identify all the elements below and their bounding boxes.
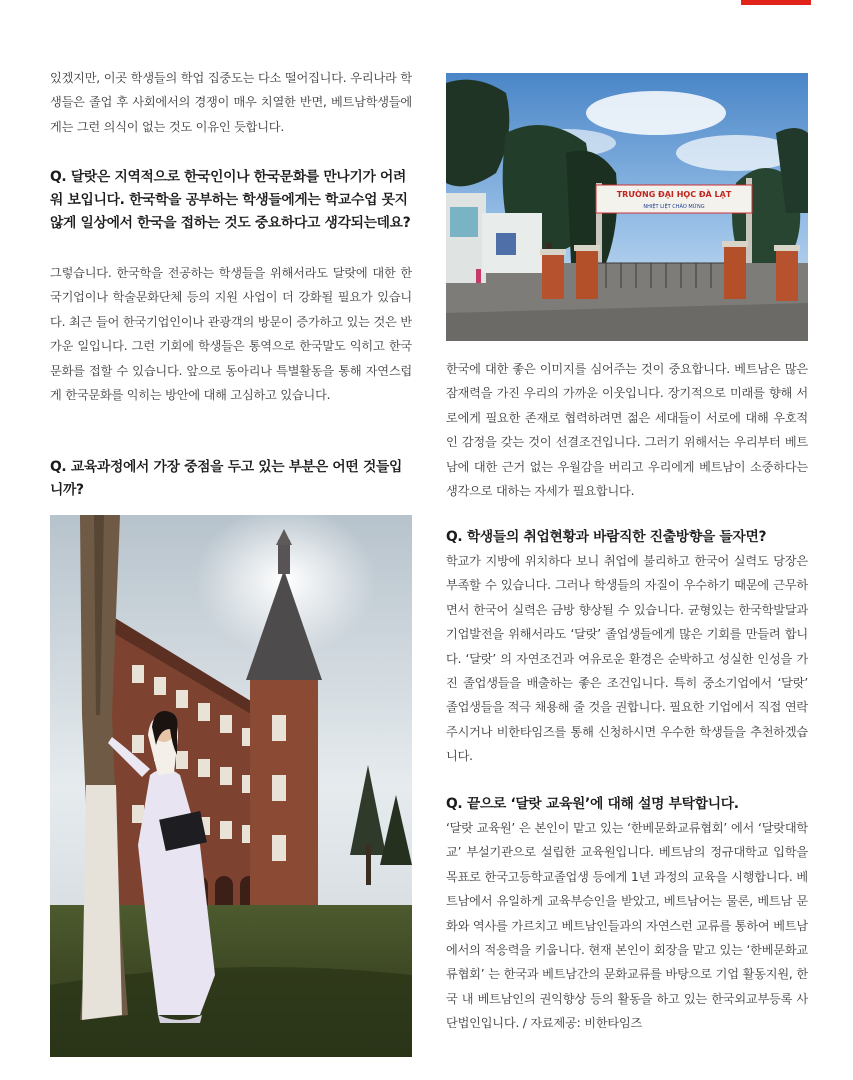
answer-dalat-institute: ‘달랏 교육원’ 은 본인이 맡고 있는 ‘한베문화교류협회’ 에서 ‘달랏대학교’ 부설기관으로 설립한 교육원입니다. 베트남의 정규대학교 입학을 목표로 한국고등학교졸업생 등에게 1년 과정의 교육을 시행합니다. 베트남에서 유일하게 교육부승인을 받았고, 베트남어는 물론, 베트남 문화와 역사를 가르치고 베트남인들과의 자연스런 교류를 통하여 베트남에서의 적응력을 키웁니다. 현재 본인이 회장을 맡고 있는 ‘한베문화교류협회’ 는 한국과 베트남간의 문화교류를 바탕으로 기업 활동지원, 한국 내 베트남인의 권익향상 등의 활동을 하고 있는 한국외교부등록 사단법인입니다. / 자료제공: 비한타임즈 xyxy=(446,821,808,1031)
intro-paragraph: 있겠지만, 이곳 학생들의 학업 집중도는 다소 떨어집니다. 우리나라 학생들은 졸업 후 사회에서의 경쟁이 매우 치열한 반면, 베트남학생들에게는 그런 의식이 없는 것도 이유인 듯합니다. xyxy=(50,71,412,134)
student-ao-dai-photo xyxy=(50,515,412,1057)
question-dalat-institute: Q. 끝으로 ‘달랏 교육원’에 대해 설명 부탁합니다. xyxy=(446,796,739,812)
answer-employment: 학교가 지방에 위치하다 보니 취업에 불리하고 한국어 실력도 당장은 부족할 수 있습니다. 그러나 학생들의 자질이 우수하기 때문에 근무하면서 한국어 실력은 금방 향상될 수 있습니다. 균형있는 한국학발달과 기업발전을 위해서라도 ‘달랏’ 졸업생들에게 많은 기회를 만들려 합니다. ‘달랏’ 의 자연조건과 여유로운 환경은 순박하고 성실한 인성을 가진 졸업생들을 배출하는 좋은 조건입니다. 특히 중소기업에서 ‘달랏’ 졸업생들을 적극 채용해 줄 것을 권합니다. 필요한 기업에서 직접 연락 주시거나 비한타임즈를 통해 신청하시면 우수한 학생들을 추천하겠습니다. xyxy=(446,554,808,764)
answer-dalat-korean-culture: 그렇습니다. 한국학을 전공하는 학생들을 위해서라도 달랏에 대한 한국기업이나 학술문화단체 등의 지원 사업이 더 강화될 필요가 있습니다. 최근 들어 한국기업인이나 관광객의 방문이 증가하고 있는 것은 반가운 일입니다. 그런 기회에 학생들은 통역으로 한국말도 익히고 한국문화를 접할 수 있습니다. 앞으로 동아리나 특별활동을 통해 자연스럽게 한국문화를 익히는 방안에 대해 고심하고 있습니다. xyxy=(50,266,412,403)
question-employment: Q. 학생들의 취업현황과 바람직한 진출방향을 들자면? xyxy=(446,529,767,545)
question-dalat-korean-culture: Q. 달랏은 지역적으로 한국인이나 한국문화를 만나기가 어려워 보입니다. 한국학을 공부하는 학생들에게는 학교수업 못지않게 일상에서 한국을 접하는 것도 중요하다고 생각되는데요? xyxy=(50,169,411,231)
korea-vietnam-image-paragraph: 한국에 대한 좋은 이미지를 심어주는 것이 중요합니다. 베트남은 많은 잠재력을 가진 우리의 가까운 이웃입니다. 장기적으로 미래를 향해 서로에게 필요한 존재로 협력하려면 젊은 세대들이 서로에 대해 우호적인 감정을 갖는 것이 선결조건입니다. 그러기 위해서는 우리부터 베트남에 대한 근거 없는 우월감을 버리고 우리에게 베트남이 소중하다는 생각으로 대하는 자세가 필요합니다. xyxy=(446,362,808,499)
question-curriculum-focus: Q. 교육과정에서 가장 중점을 두고 있는 부분은 어떤 것들입니까? xyxy=(50,459,403,498)
header-accent-mark xyxy=(741,0,811,5)
dalat-university-gate-photo xyxy=(446,73,808,341)
gate-sign-title: TRƯỜNG ĐẠI HỌC ĐÀ LẠT xyxy=(616,190,732,199)
gate-sign-subtitle: NHIỆT LIỆT CHÀO MỪNG xyxy=(643,204,705,210)
